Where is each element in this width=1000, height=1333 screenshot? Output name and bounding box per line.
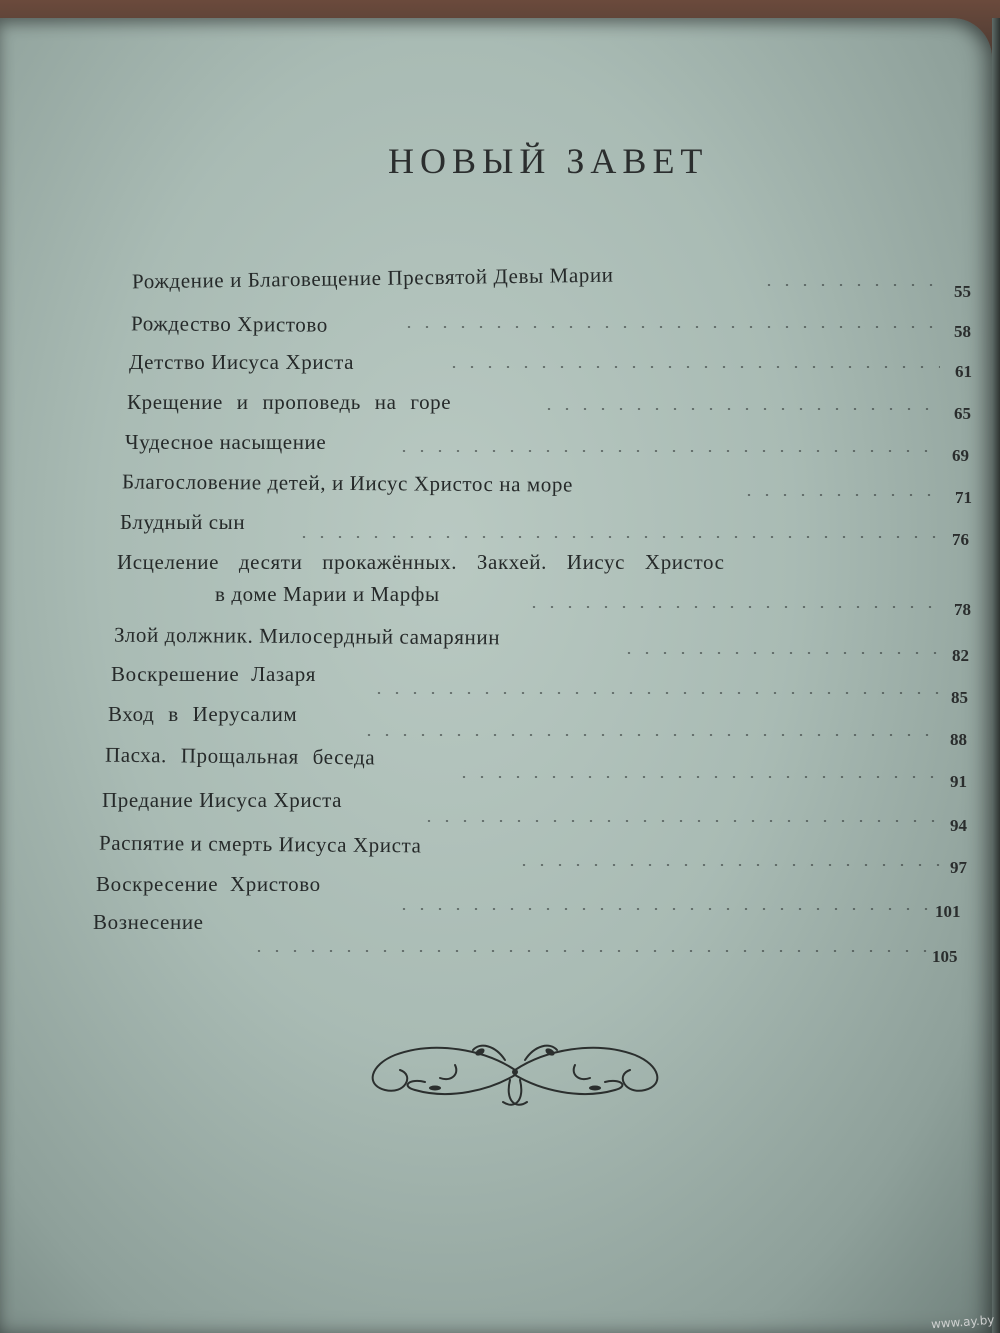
toc-entry-title: Рождество Христово	[130, 311, 328, 337]
toc-leader-dots	[760, 284, 940, 286]
toc-entry-title: Исцеление десяти прокажённых. Закхей. Иисус Христос	[117, 550, 725, 574]
toc-entry-title: Блудный сын	[120, 510, 246, 534]
toc-entry-page: 61	[955, 362, 972, 381]
toc-entry-title: Рождение и Благовещение Пресвятой Девы Марии	[131, 262, 614, 294]
toc-entry-page: 88	[950, 730, 967, 749]
toc-leader-dots	[455, 776, 940, 778]
toc-entry-title: Вознесение	[93, 910, 204, 934]
toc-entry-page: 94	[950, 816, 967, 835]
toc-leader-dots	[515, 864, 940, 866]
toc-leader-dots	[445, 366, 940, 368]
toc-entry-page: 91	[950, 772, 967, 791]
toc-leader-dots	[395, 450, 940, 452]
toc-entry-page: 101	[935, 902, 961, 921]
toc-entry-page: 55	[954, 282, 971, 301]
toc-leader-dots	[740, 494, 940, 496]
toc-leader-dots	[540, 408, 940, 410]
toc-entry-title: Чудесное насыщение	[125, 430, 327, 454]
toc-leader-dots	[250, 950, 930, 952]
toc-leader-dots	[525, 606, 940, 608]
toc-leader-dots	[295, 536, 940, 538]
toc-entry-title: Предание Иисуса Христа	[102, 788, 343, 812]
toc-entry-title: Воскрешение Лазаря	[111, 662, 317, 686]
toc-leader-dots	[370, 692, 940, 694]
toc-entry-page: 69	[952, 446, 969, 465]
toc-entry-page: 71	[955, 488, 972, 507]
toc-entry-title: Пасха. Прощальная беседа	[104, 742, 376, 770]
toc-leader-dots	[395, 908, 935, 910]
toc-entry-page: 65	[954, 404, 971, 423]
toc-entry-page: 78	[954, 600, 971, 619]
toc-entry-title: Воскресение Христово	[96, 872, 321, 896]
toc-entry-title: Детство Иисуса Христа	[129, 350, 355, 374]
toc-leader-dots	[620, 652, 940, 654]
toc-entry-page: 76	[952, 530, 969, 549]
site-watermark: www.ay.by	[930, 1312, 995, 1332]
toc-entry-page: 82	[952, 646, 969, 665]
toc-entry-title: Вход в Иерусалим	[108, 702, 298, 726]
toc-entry-page: 58	[954, 322, 971, 341]
toc-entry-title-continued: в доме Марии и Марфы	[215, 582, 440, 606]
toc-entry-title: Распятие и смерть Иисуса Христа	[98, 830, 422, 858]
toc-leader-dots	[360, 734, 940, 736]
toc-leader-dots	[420, 820, 940, 822]
page-title: НОВЫЙ ЗАВЕТ	[388, 141, 709, 181]
toc-entry-title: Благословение детей, и Иисус Христос на море	[121, 469, 574, 497]
toc-entry-page: 85	[951, 688, 968, 707]
decorative-flourish	[355, 1030, 675, 1120]
toc-entry-title: Злой должник. Милосердный самарянин	[113, 622, 501, 650]
toc-entry-page: 105	[932, 947, 958, 966]
toc-entry-title: Крещение и проповедь на горе	[127, 390, 452, 414]
toc-leader-dots	[400, 326, 940, 328]
toc-entry-page: 97	[950, 858, 967, 877]
